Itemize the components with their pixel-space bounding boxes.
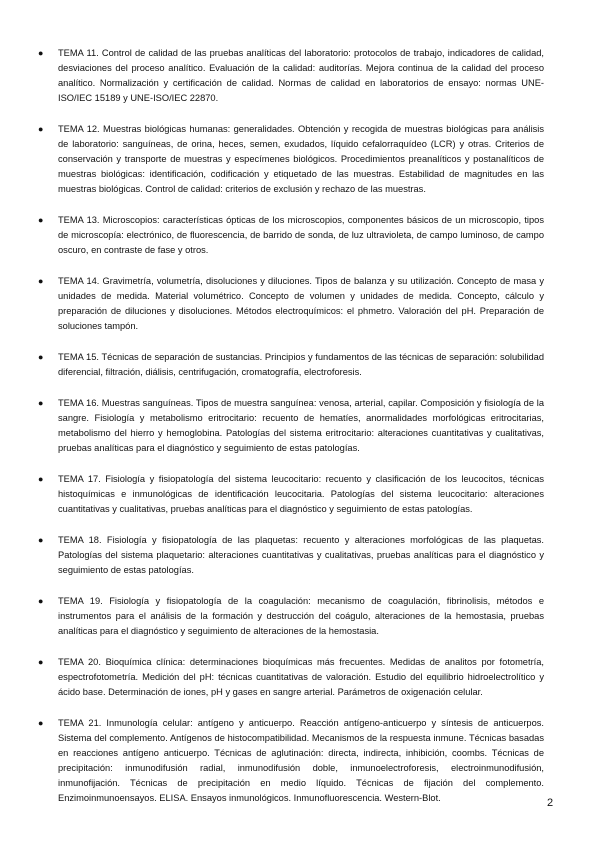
topic-text: TEMA 21. Inmunología celular: antígeno y anticuerpo. Reacción antígeno-anticuerpo y síntesis de anticuerpos. Sistema del complemento. Antígenos de histocompatibilidad. Mecanismos de la respuesta inmune. Técnicas basadas en reacciones antígeno anticuerpo. Técnicas de aglutinación: directa, indirecta, inhibición, coombs. Técnicas de precipitación: inmunodifusión radial, inmunodifusión doble, inmunoelectroforesis, electroinmunodifusión, inmunofijación. Técnicas de precipitación en medio líquido. Técnicas de fijación del complemento. Enzimoinmunoensayos. ELISA. Ensayos inmunológicos. Inmunofluorescencia. Western-Blot. [58,718,544,803]
bullet-icon: ● [38,352,44,362]
topic-text: TEMA 13. Microscopios: características ópticas de los microscopios, componentes básicos de un microscopio, tipos de microscopía: electrónico, de fluorescencia, de barrido de sonda, de luz ultravioleta, de campo luminoso, de campo oscuro, en contraste de fase y otros. [58,215,544,255]
list-item [38,396,544,456]
list-item [38,350,544,380]
bullet-icon: ● [38,215,44,225]
topic-text: TEMA 11. Control de calidad de las pruebas analíticas del laboratorio: protocolos de trabajo, indicadores de calidad, desviaciones del proceso analítico. Evaluación de la calidad: auditorías. Mejora continua de la calidad del proceso analítico. Normalización y certificación de calidad. Normas de calidad en laboratorios de ensayo: normas UNE-ISO/IEC 15189 y UNE-ISO/IEC 22870. [58,48,544,103]
list-item [38,533,544,578]
topic-text: TEMA 14. Gravimetría, volumetría, disoluciones y diluciones. Tipos de balanza y su utilización. Concepto de masa y unidades de medida. Material volumétrico. Concepto de volumen y unidades de medida. Concepto, cálculo y preparación de diluciones y disoluciones. Métodos electroquímicos: el phmetro. Valoración del pH. Preparación de soluciones tampón. [58,276,544,331]
bullet-icon: ● [38,124,44,134]
topic-text: TEMA 16. Muestras sanguíneas. Tipos de muestra sanguínea: venosa, arterial, capilar. Composición y fisiología de la sangre. Fisiología y metabolismo eritrocitario: recuento de hematíes, anormalidades morfológicas eritrocitarias, metabolismo del hierro y hemoglobina. Patologías del sistema eritrocitario: alteraciones cuantitativas y cualitativas, pruebas analíticas para el diagnóstico y seguimiento de estas patologías. [58,398,544,453]
topic-text: TEMA 19. Fisiología y fisiopatología de la coagulación: mecanismo de coagulación, fibrinolisis, métodos e instrumentos para el análisis de la formación y destrucción del coágulo, alteraciones de la hemostasia, pruebas analíticas para el diagnóstico y seguimiento de alteraciones de la hemostasia. [58,596,544,636]
topic-text: TEMA 12. Muestras biológicas humanas: generalidades. Obtención y recogida de muestras biológicas para análisis de laboratorio: sanguíneas, de orina, heces, semen, exudados, líquido cefalorraquídeo (LCR) y otras. Criterios de conservación y transporte de muestras y especímenes biológicos. Procedimientos preanalíticos y postanalíticos de muestras biológicas: identificación, codificación y etiquetado de las muestras. Estabilidad de magnitudes en las muestras biológicas. Control de calidad: criterios de exclusión y rechazo de las muestras. [58,124,544,194]
list-item [38,594,544,639]
topic-text: TEMA 17. Fisiología y fisiopatología del sistema leucocitario: recuento y clasificación de los leucocitos, técnicas histoquímicas e inmunológicas de identificación leucocitaria. Patologías del sistema leucocitario: alteraciones cuantitativas y cualitativas, pruebas analíticas para el diagnóstico y seguimiento de estas patologías. [58,474,544,514]
topic-text: TEMA 18. Fisiología y fisiopatología de las plaquetas: recuento y alteraciones morfológicas de las plaquetas. Patologías del sistema plaquetario: alteraciones cuantitativas y cualitativas, pruebas analíticas para el diagnóstico y seguimiento de estas patologías. [58,535,544,575]
list-item [38,274,544,334]
list-item [38,716,544,806]
bullet-icon: ● [38,596,44,606]
list-item [38,472,544,517]
bullet-icon: ● [38,535,44,545]
list-item [38,122,544,197]
bullet-icon: ● [38,657,44,667]
bullet-icon: ● [38,48,44,58]
bullet-icon: ● [38,276,44,286]
list-item [38,655,544,700]
list-item [38,213,544,258]
topic-text: TEMA 15. Técnicas de separación de sustancias. Principios y fundamentos de las técnicas de separación: solubilidad diferencial, filtración, diálisis, centrifugación, cromatografía, electroforesis. [58,352,544,377]
bullet-icon: ● [38,398,44,408]
list-item [38,46,544,106]
bullet-icon: ● [38,474,44,484]
topic-list [38,46,544,822]
page-number: 2 [547,797,554,809]
topic-text: TEMA 20. Bioquímica clínica: determinaciones bioquímicas más frecuentes. Medidas de analitos por fotometría, espectrofotometría. Medición del pH: técnicas cuantitativas de valoración. Estudio del equilibrio hidroelectrolítico y ácido base. Determinación de iones, pH y gases en sangre arterial. Parámetros de oxigenación celular. [58,657,544,697]
bullet-icon: ● [38,718,44,728]
